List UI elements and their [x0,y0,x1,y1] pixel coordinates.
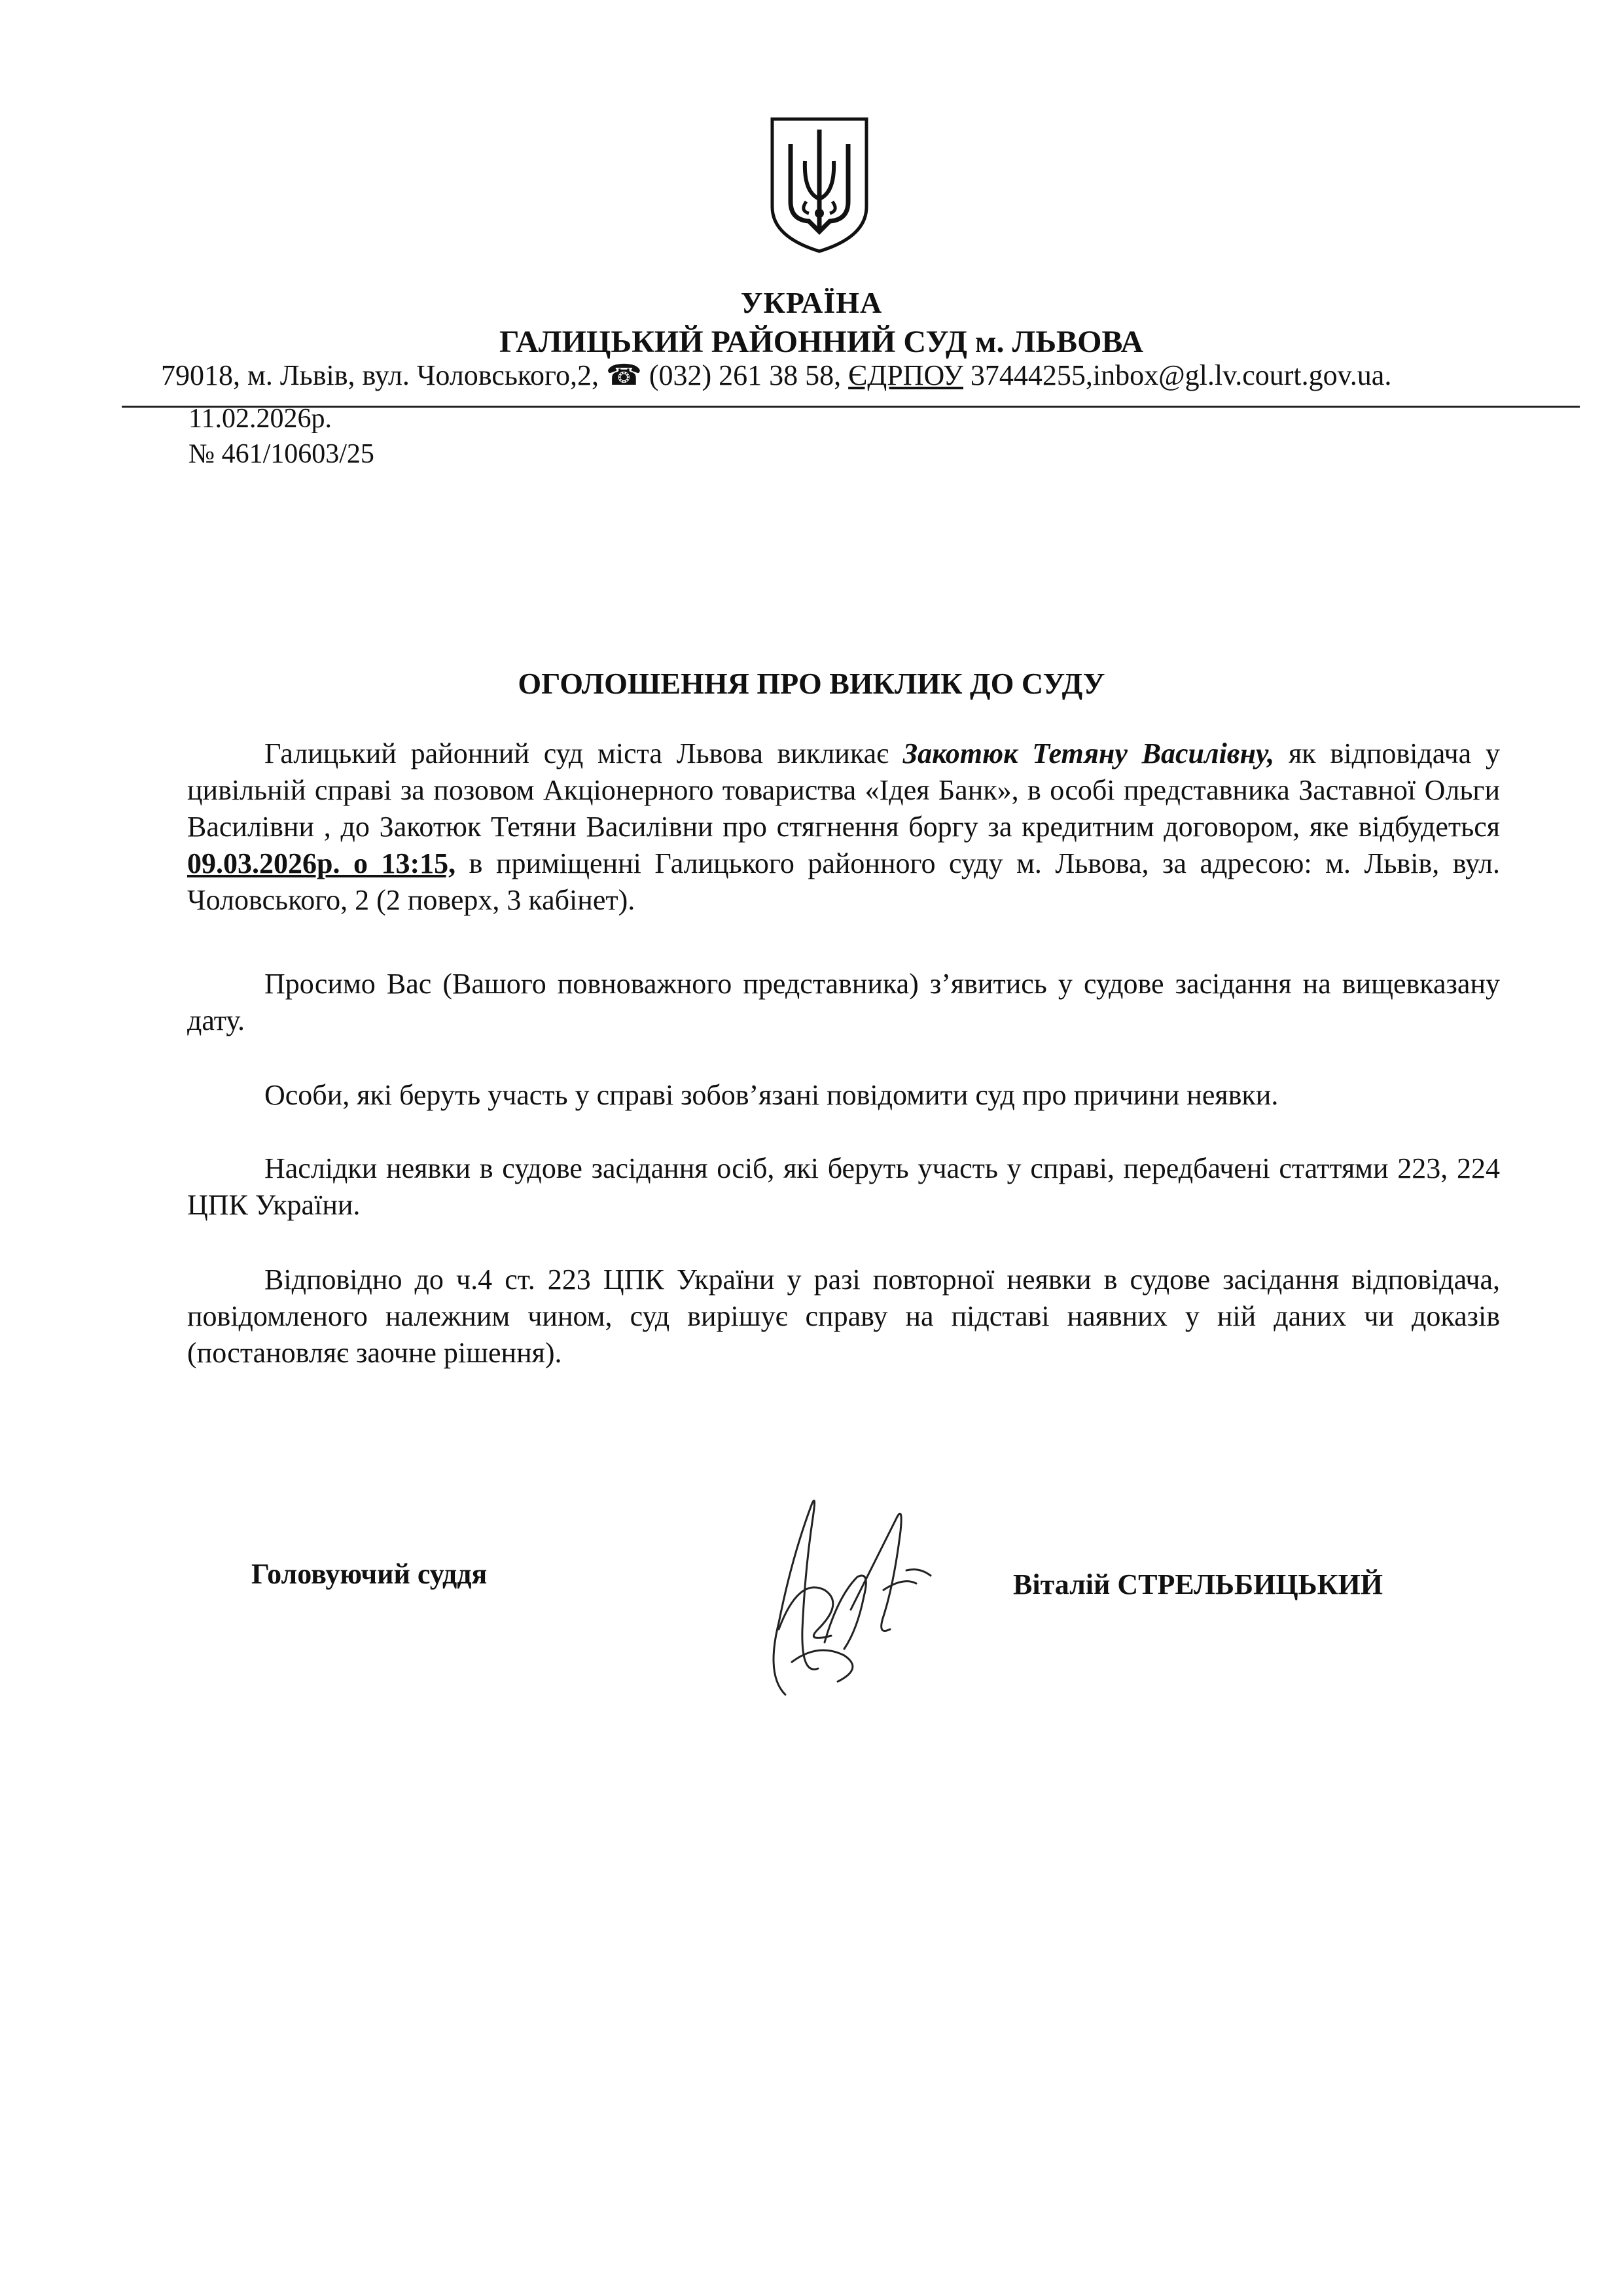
court-name: ГАЛИЦЬКИЙ РАЙОННИЙ СУД м. ЛЬВОВА [499,325,1144,359]
document-date: 11.02.2026р. [188,404,332,434]
handwritten-signature [740,1479,936,1714]
summons-text-b: як відповідача у цивільній справі за позовом Акціонерного товариства «Ідея Банк», в особі представника Заставної Ольги Василівни , до Закотюк Тетяни Василівни про стягнення боргу за кредитним договором, яке відбудеться [187,737,1500,843]
phone-icon: ☎ [606,359,642,391]
judge-name: Віталій СТРЕЛЬБИЦЬКИЙ [1013,1568,1383,1600]
paragraph-obligation: Особи, які беруть участь у справі зобов’язані повідомити суд про причини неявки. [264,1079,1279,1111]
hearing-datetime: 09.03.2026р. о 13:15, [187,847,456,879]
edrpou-label: ЄДРПОУ [848,359,963,391]
paragraph-consequences: Наслідки неявки в судове засідання осіб, які беруть участь у справі, передбачені статтями 223, 224 ЦПК України. [187,1152,1500,1221]
edrpou-and-email: 37444255,inbox@gl.lv.court.gov.ua. [963,359,1392,391]
court-contact-line [161,359,1575,392]
court-address: 79018, м. Львів, вул. Чоловського,2, [161,359,607,391]
court-phone: (032) 261 38 58, [649,359,842,391]
paragraph-repeat-absence: Відповідно до ч.4 ст. 223 ЦПК України у разі повторної неявки в судове засідання відповідача, повідомленого належним чином, суд вирішує справу на підставі наявних у ній даних чи доказів (постановляє заочне рішення). [187,1263,1500,1369]
document-title: ОГОЛОШЕННЯ ПРО ВИКЛИК ДО СУДУ [518,667,1105,700]
country-title: УКРАЇНА [740,286,883,319]
judge-role: Головуючий суддя [251,1558,488,1590]
header-divider [122,406,1580,408]
paragraph-request: Просимо Вас (Вашого повноважного представника) з’явитись у судове засідання на вищевказану дату. [187,968,1500,1036]
defendant-name: Закотюк Тетяну Василівну, [902,737,1275,769]
summons-text-a: Галицький районний суд міста Львова викликає [264,737,903,769]
coat-of-arms-icon [768,115,870,255]
summons-text-c: в приміщенні Галицького районного суду м. Львова, за адресою: м. Львів, вул. Чоловського, 2 (2 поверх, 3 кабінет). [187,847,1501,916]
paragraph-summons [187,735,1500,919]
case-number: № 461/10603/25 [188,439,374,469]
